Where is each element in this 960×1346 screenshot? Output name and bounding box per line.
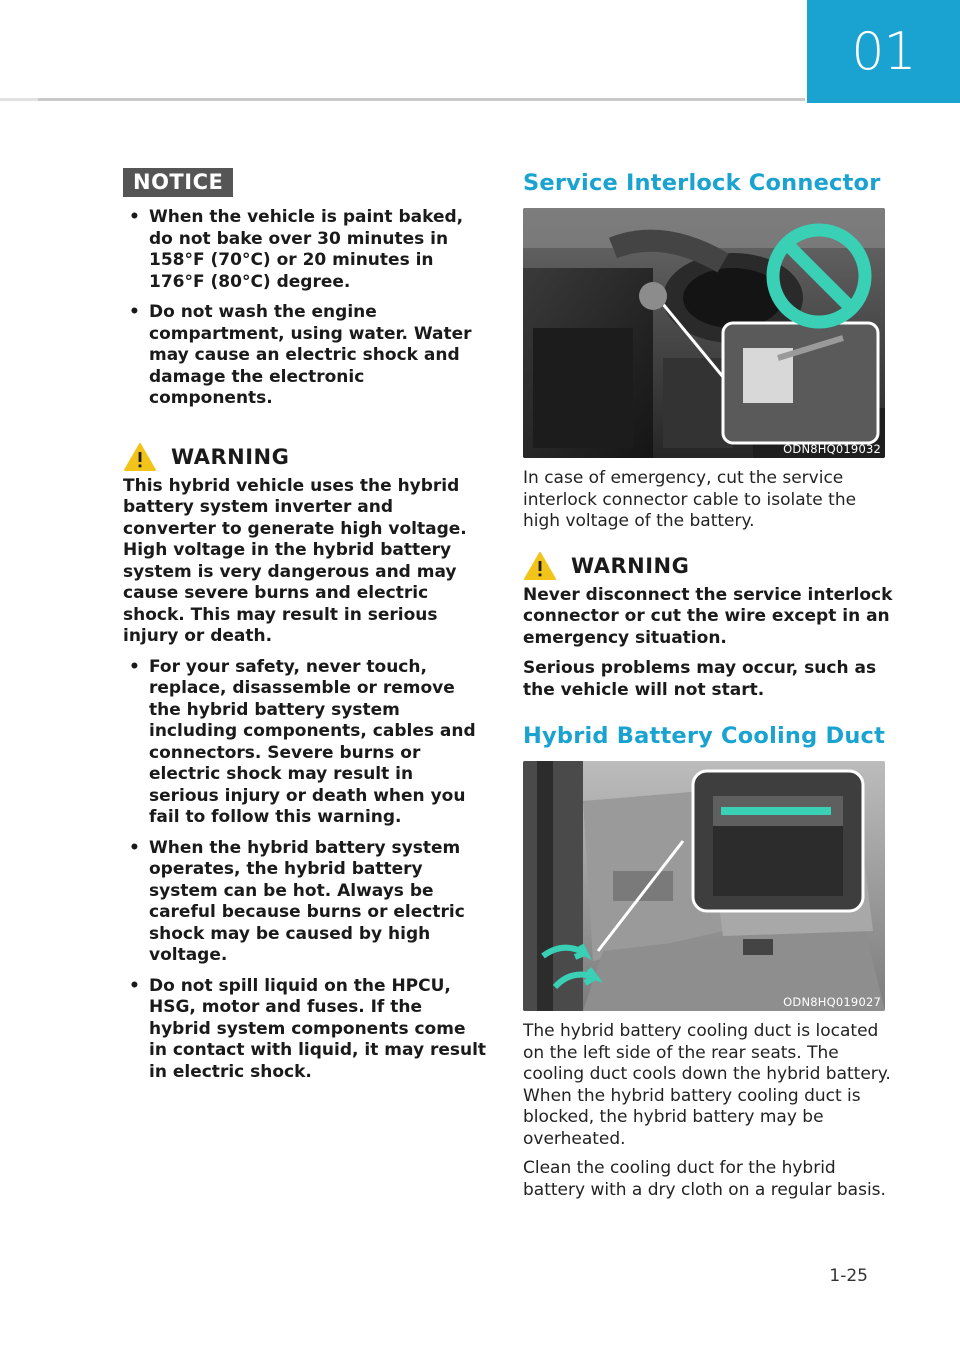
engine-bay-illustration xyxy=(523,208,885,458)
chapter-tab xyxy=(807,0,960,103)
section-title-cooling-duct: Hybrid Battery Cooling Duct xyxy=(523,723,886,749)
header-rule-accent xyxy=(0,98,38,101)
cooling-duct-text: Clean the cooling duct for the hybrid battery with a dry cloth on a regular basis. xyxy=(523,1158,886,1200)
notice-box xyxy=(123,168,488,410)
warning-body: Serious problems may occur, such as the vehicle will not start. xyxy=(523,658,877,700)
warning-box-hybrid-battery xyxy=(123,442,488,1084)
warning-header xyxy=(523,551,893,581)
left-column xyxy=(123,168,488,1092)
figure-cooling-duct xyxy=(523,761,885,1011)
notice-item: • Do not wash the engine compartment, using water. Water may cause an electric shock and damage the electronic components. xyxy=(123,302,488,410)
figure-service-interlock xyxy=(523,208,885,458)
warning-title: WARNING xyxy=(571,553,690,578)
rear-seat-illustration xyxy=(523,761,885,1011)
warning-title: WARNING xyxy=(171,444,290,469)
warning-box-interlock xyxy=(523,551,893,702)
warning-triangle-icon xyxy=(523,551,557,581)
warning-item: • For your safety, never touch, replace, disassemble or remove the hybrid battery system including components, cables and connectors. Severe burns or electric shock may result in serious injury or death when you fail to follow this warning. xyxy=(123,657,488,829)
cooling-duct-text: The hybrid battery cooling duct is located on the left side of the rear seats. The cooling duct cools down the hybrid battery. When the hybrid battery cooling duct is blocked, the hybrid battery may be overheated. xyxy=(523,1021,891,1149)
notice-list xyxy=(123,207,488,410)
service-interlock-text: In case of emergency, cut the service interlock connector cable to isolate the high voltage of the battery. xyxy=(523,468,857,531)
warning-body: This hybrid vehicle uses the hybrid battery system inverter and converter to generate high voltage. High voltage in the hybrid battery system is very dangerous and may cause severe burns and electric shock. This may result in serious injury or death. xyxy=(123,475,467,646)
section-title-service-interlock: Service Interlock Connector xyxy=(523,170,881,196)
warning-item: • Do not spill liquid on the HPCU, HSG, motor and fuses. If the hybrid system components come in contact with liquid, it may result in electric shock. xyxy=(123,976,488,1084)
page-number: 1-25 xyxy=(829,1266,868,1286)
notice-badge: NOTICE xyxy=(123,168,233,197)
notice-item: • When the vehicle is paint baked, do not bake over 30 minutes in 158°F (70°C) or 20 minutes in 176°F (80°C) degree. xyxy=(123,207,488,293)
warning-triangle-icon xyxy=(123,442,157,472)
right-column xyxy=(523,170,893,1201)
figure-code: ODN8HQ019032 xyxy=(783,442,881,456)
chapter-number: 01 xyxy=(851,21,916,82)
warning-body: Never disconnect the service interlock connector or cut the wire except in an emergency situation. xyxy=(523,584,893,648)
figure-code: ODN8HQ019027 xyxy=(783,995,881,1009)
warning-header xyxy=(123,442,488,472)
header-rule xyxy=(0,98,805,101)
warning-item: • When the hybrid battery system operates, the hybrid battery system can be hot. Always be careful because burns or electric shock may be caused by high voltage. xyxy=(123,838,488,967)
warning-list xyxy=(123,657,488,1084)
